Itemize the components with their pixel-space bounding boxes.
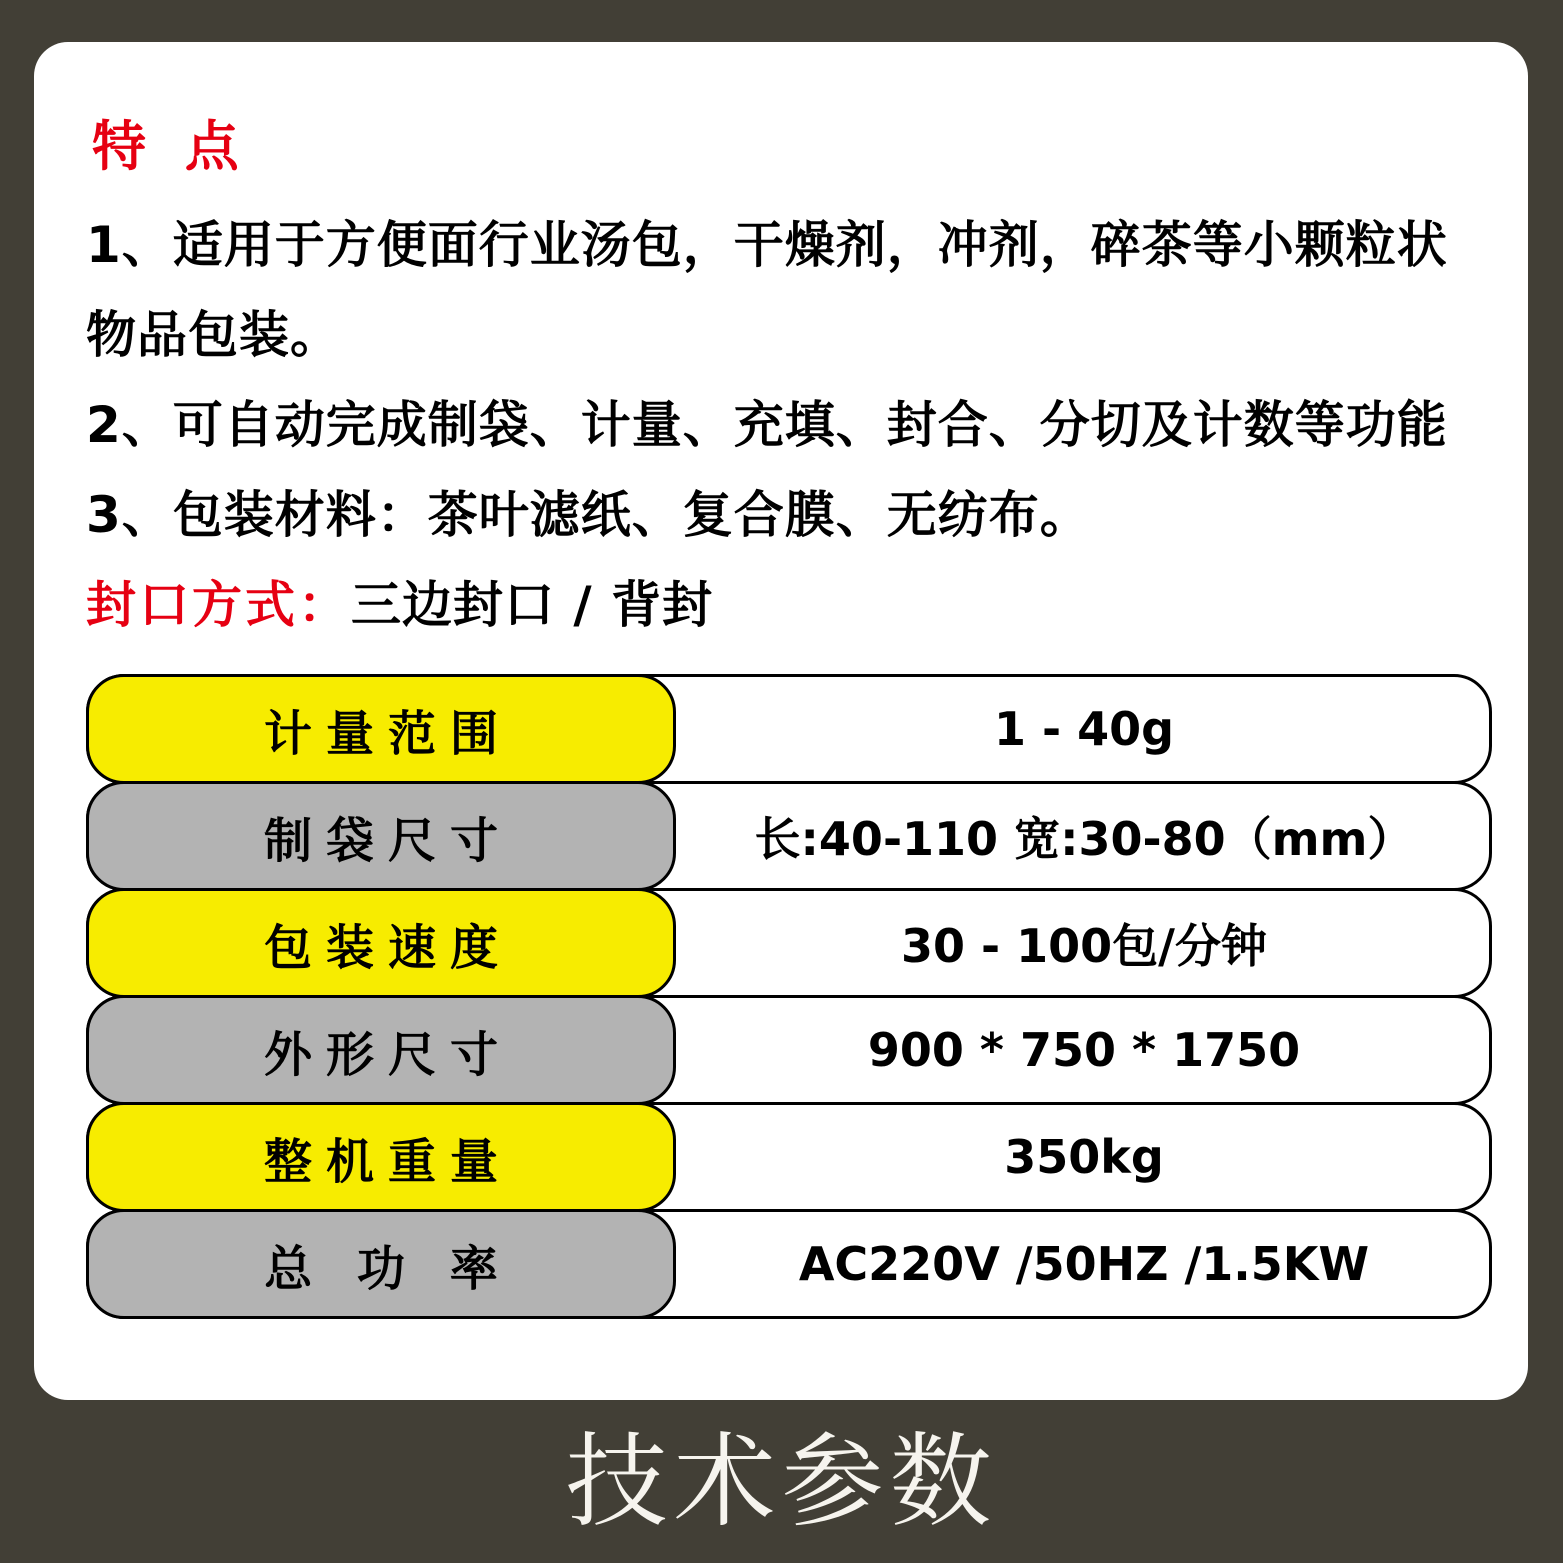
- row-value: AC220V /50HZ /1.5KW: [798, 1237, 1370, 1291]
- page-title: 技术参数: [565, 1423, 998, 1542]
- feature-item-1: 1、适用于方便面行业汤包，干燥剂，冲剂，碎茶等小颗粒状物品包装。: [86, 216, 1448, 364]
- row-value: 长:40-110 宽:30-80（mm）: [754, 812, 1414, 866]
- feature-item-3: 3、包装材料：茶叶滤纸、复合膜、无纺布。: [86, 486, 1091, 544]
- row-value: 1 - 40g: [993, 702, 1175, 756]
- table-row-total-power: [86, 1209, 1492, 1319]
- row-label: 整机重量: [86, 1102, 676, 1212]
- row-label: 制袋尺寸: [86, 781, 676, 891]
- row-label: 包装速度: [86, 888, 676, 998]
- seal-method-value: 三边封口 / 背封: [351, 576, 714, 634]
- spec-table: [86, 674, 1492, 1319]
- table-row-packing-speed: [86, 888, 1492, 998]
- seal-method-label: 封口方式：: [86, 576, 351, 634]
- table-row-dimensions: [86, 995, 1492, 1105]
- features-heading: 特 点: [92, 115, 249, 178]
- row-value: 30 - 100包/分钟: [901, 919, 1267, 973]
- row-label: 总 功 率: [86, 1209, 676, 1319]
- table-row-metering-range: [86, 674, 1492, 784]
- table-row-bag-size: [86, 781, 1492, 891]
- row-value: 350kg: [1004, 1130, 1164, 1184]
- features-section: [86, 112, 1480, 650]
- row-label: 外形尺寸: [86, 995, 676, 1105]
- row-label: 计量范围: [86, 674, 676, 784]
- spec-card: [34, 42, 1528, 1400]
- feature-item-2: 2、可自动完成制袋、计量、充填、封合、分切及计数等功能: [86, 396, 1448, 454]
- seal-method-line: [86, 560, 1480, 650]
- row-value: 900 * 750 * 1750: [867, 1023, 1301, 1077]
- table-row-machine-weight: [86, 1102, 1492, 1212]
